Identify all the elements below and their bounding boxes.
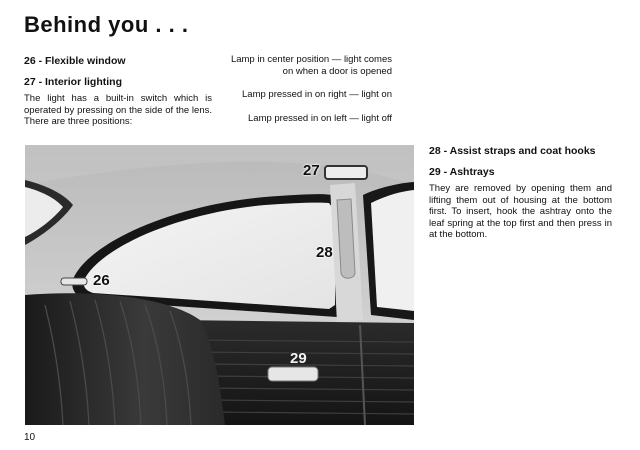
section-heading-flexible-window: 26 - Flexible window [24, 55, 126, 67]
callout-29: 29 [290, 350, 307, 367]
lamp-position-right: Lamp pressed in on right — light on [242, 89, 392, 100]
lamp-position-center: Lamp in center position — light comes on when a door is opened [230, 54, 392, 77]
callout-28: 28 [316, 244, 333, 261]
lamp-position-left: Lamp pressed in on left — light off [248, 113, 392, 124]
page-number: 10 [24, 432, 36, 443]
ashtrays-body: They are removed by opening them and lifting them out of housing at the bottom first. To insert, hook the ashtray onto the leaf spring at the top first and then press in at the bottom. [429, 183, 612, 241]
section-heading-ashtrays: 29 - Ashtrays [429, 166, 495, 178]
section-heading-interior-lighting: 27 - Interior lighting [24, 76, 123, 88]
page-title: Behind you . . . [24, 12, 189, 37]
callout-26: 26 [93, 272, 110, 289]
car-interior-photo [25, 145, 414, 425]
interior-lighting-body: The light has a built-in switch which is operated by pressing on the side of the lens. There are three positions: [24, 93, 212, 128]
interior-lamp [325, 166, 367, 179]
flexible-window-handle [61, 278, 87, 285]
section-heading-assist-straps: 28 - Assist straps and coat hooks [429, 145, 596, 157]
ashtray [268, 367, 318, 381]
callout-27: 27 [303, 162, 320, 179]
